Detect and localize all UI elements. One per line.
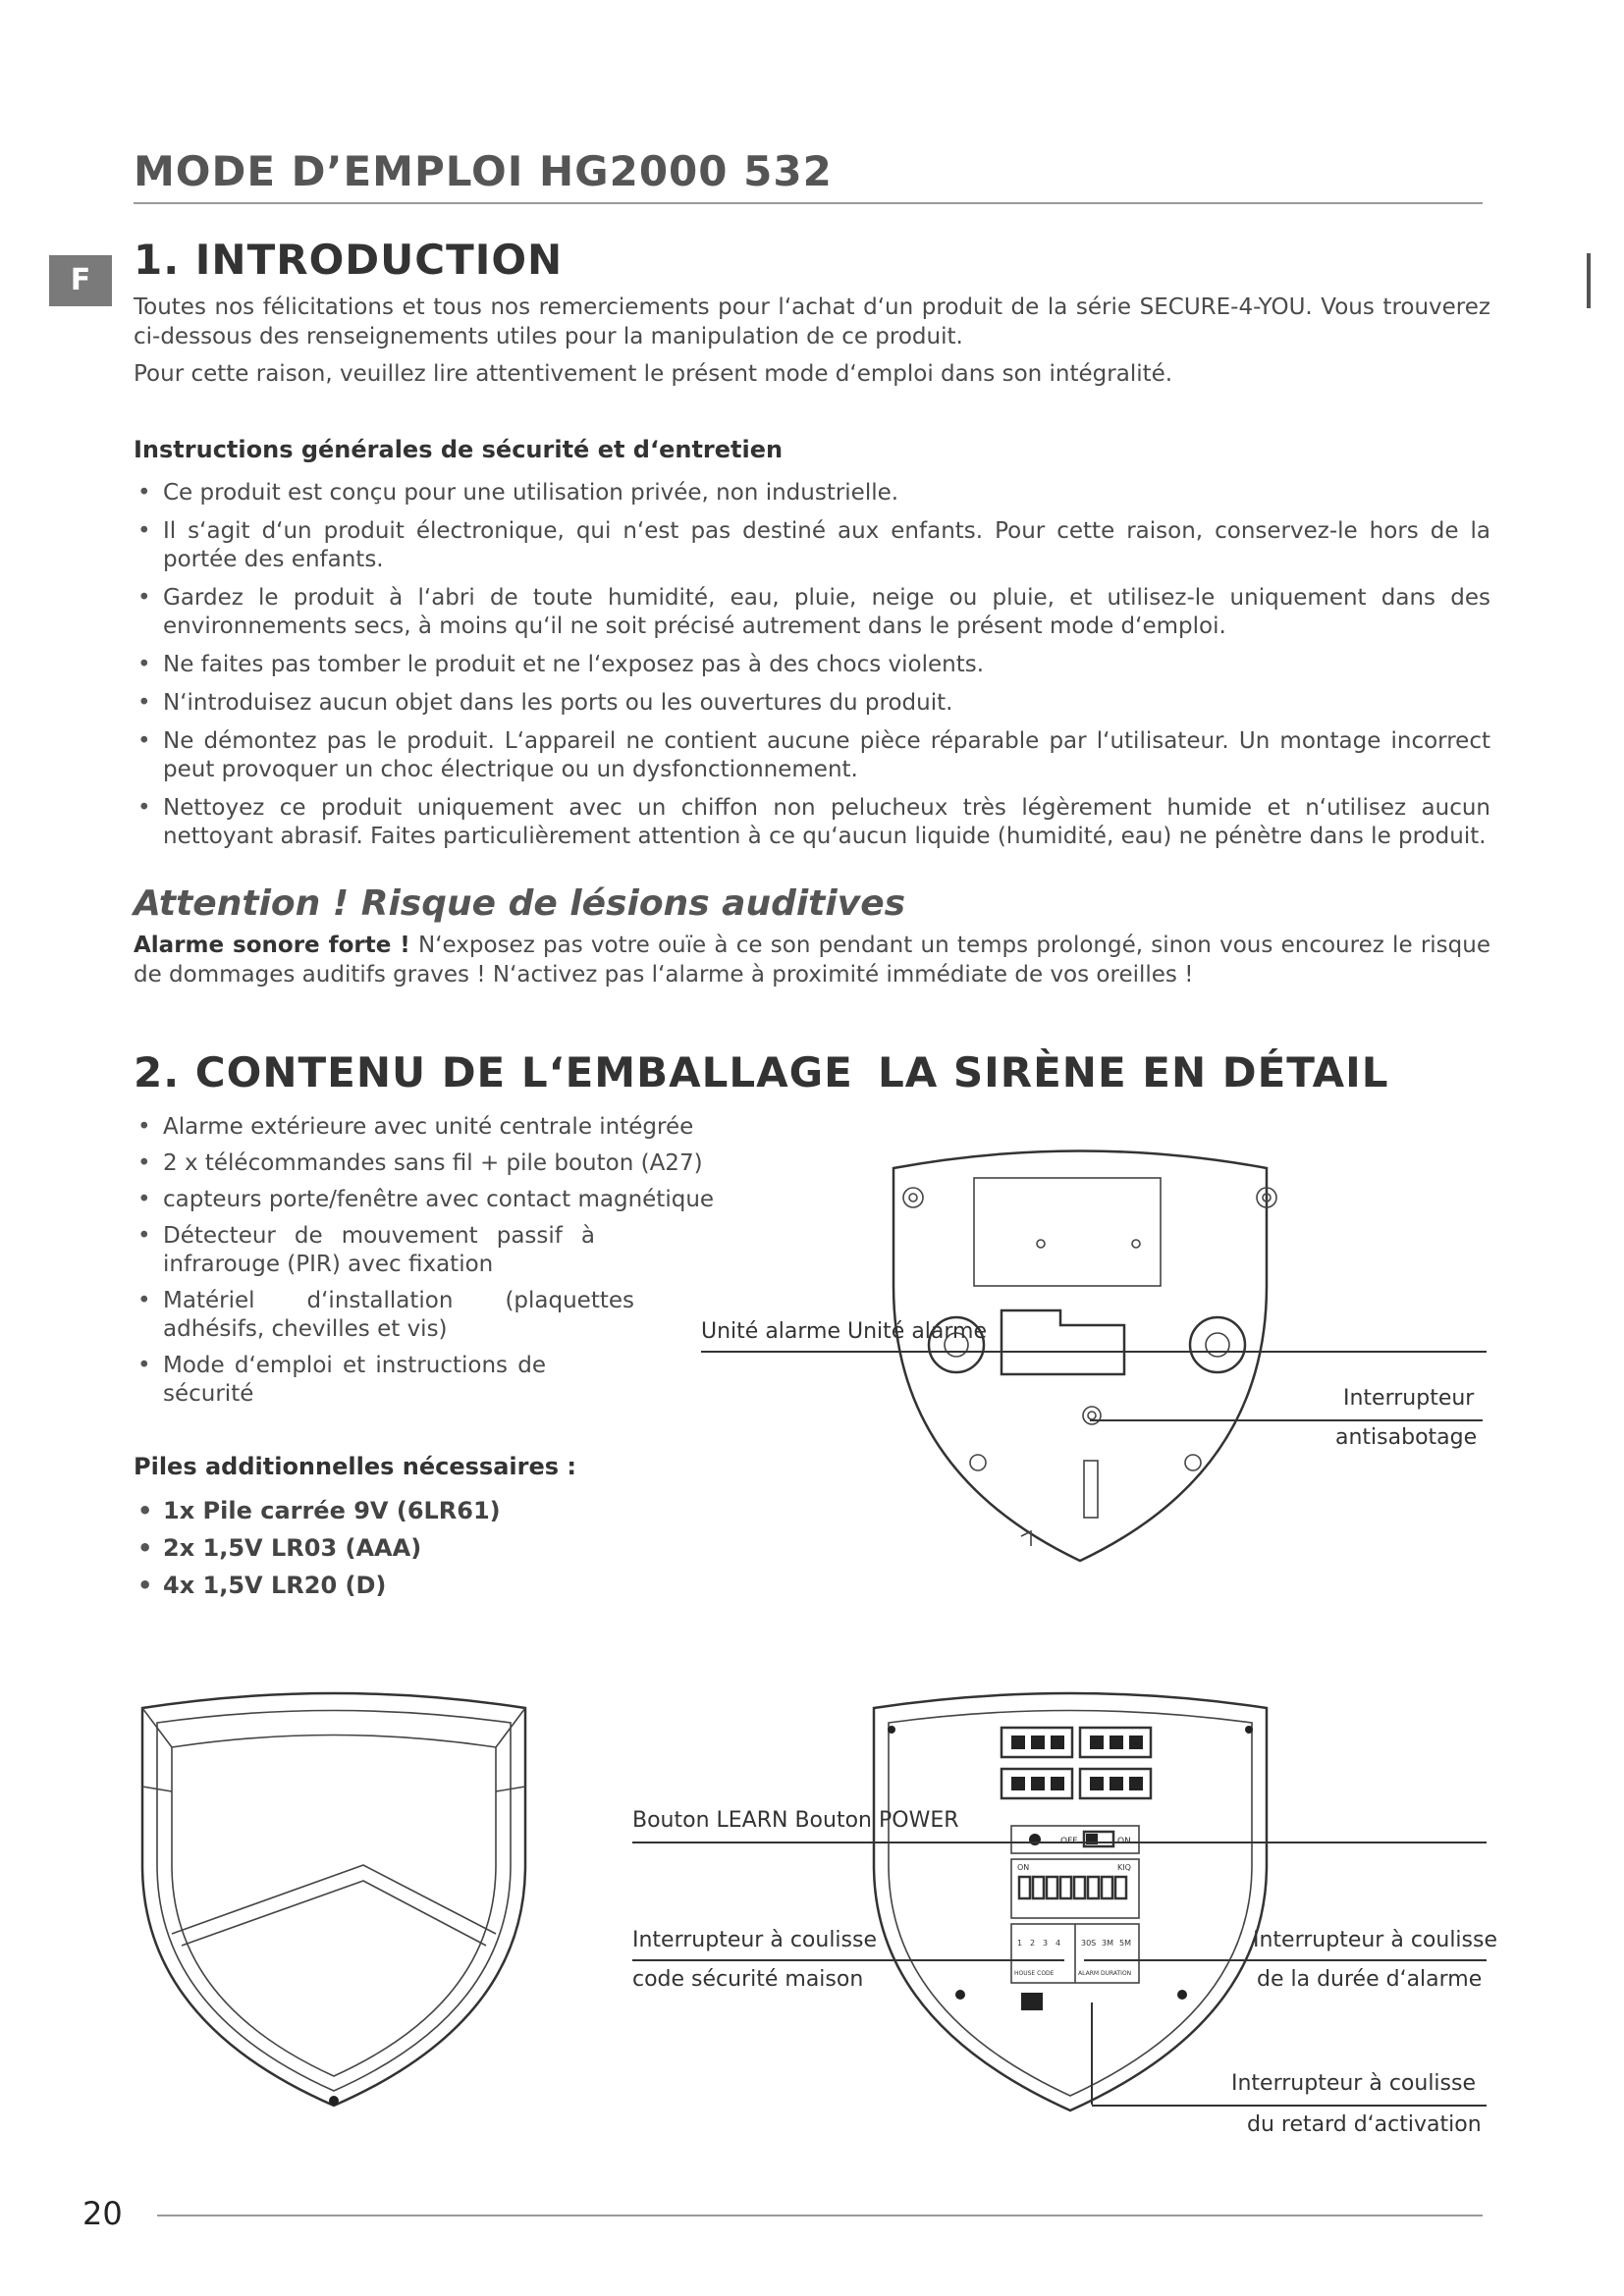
battery-cell	[1090, 1735, 1104, 1749]
siren-board-diagram	[864, 1688, 1276, 2120]
housing-screw	[888, 1726, 895, 1734]
screw-hole	[903, 1188, 923, 1207]
battery-pack	[1001, 1728, 1151, 1798]
side-marker	[1587, 253, 1591, 308]
dip-switch	[1060, 1877, 1071, 1898]
delay-switch	[1021, 1993, 1043, 2010]
list-item: • Alarme extérieure avec unité centrale intégrée	[134, 1113, 762, 1142]
list-item: • Il s‘agit d‘un produit électronique, qui n‘est pas destiné aux enfants. Pour cette raison, conservez-le hors de la portée des enfants.	[134, 517, 1490, 574]
callout-line-duration	[1084, 1959, 1487, 1961]
header-divider	[134, 202, 1483, 204]
alarm-unit-housing	[974, 1178, 1161, 1286]
callout-line-code	[632, 1959, 1064, 1961]
list-item: • 1x Pile carrée 9V (6LR61)	[134, 1492, 723, 1529]
callout-alarm-unit: Unité alarme Unité alarme	[701, 1319, 988, 1344]
language-tab: F	[49, 255, 112, 306]
dip-switch	[1074, 1877, 1085, 1898]
battery-cell	[1090, 1777, 1104, 1790]
cover-ridge	[172, 1865, 496, 1934]
dip-duration: 30S	[1081, 1939, 1097, 1948]
dip-switch	[1115, 1877, 1126, 1898]
learn-button	[1029, 1834, 1041, 1845]
dip-number: 2	[1030, 1939, 1036, 1948]
dip-duration: 3M	[1102, 1939, 1113, 1948]
housing-screw	[1177, 1990, 1187, 2000]
package-contents-list	[134, 1113, 762, 1409]
list-item: • 2x 1,5V LR03 (AAA)	[134, 1529, 723, 1567]
battery-cell	[1031, 1735, 1045, 1749]
intro-paragraph-1: Toutes nos félicitations et tous nos remerciements pour l‘achat d‘un produit de la série SECURE-4-YOU. Vous trouverez ci-dessous des renseignements utiles pour la manipulation de ce produit.	[134, 294, 1490, 349]
attention-text	[134, 931, 1490, 989]
alarm-unit-right-speaker	[1190, 1317, 1245, 1372]
battery-cell	[1011, 1735, 1025, 1749]
batteries-list	[134, 1492, 723, 1604]
callout-code-switch-1: Interrupteur à coulisse	[632, 1928, 878, 1952]
housing-hole	[1132, 1240, 1140, 1248]
list-item: • Nettoyez ce produit uniquement avec un chiffon non pelucheux très légèrement humide et n‘utilisez aucun nettoyant abrasif. Faites particulièrement attention à ce qu‘aucun liquide (humidité, eau) ne pénètre dans le produit.	[134, 794, 1490, 851]
callout-duration-switch-2: de la durée d‘alarme	[1257, 1967, 1483, 1992]
list-item: • 2 x télécommandes sans fil + pile bouton (A27)	[134, 1149, 762, 1178]
house-code-label: HOUSE CODE	[1014, 1970, 1055, 1977]
speaker-center	[1206, 1333, 1229, 1357]
list-item: • Ne démontez pas le produit. L‘appareil ne contient aucune pièce réparable par l‘utilisateur. Un montage incorrect peut provoquer un choc électrique ou un dysfonctionnement.	[134, 727, 1490, 784]
callout-line-delay	[1092, 2105, 1487, 2107]
alarm-duration-label: ALARM DURATION	[1078, 1970, 1132, 1977]
siren-housing-outline	[893, 1151, 1267, 1562]
list-item: • Ce produit est conçu pour une utilisation privée, non industrielle.	[134, 479, 1490, 507]
dip-switch	[1102, 1877, 1112, 1898]
housing-hole	[1037, 1240, 1045, 1248]
battery-cell	[1031, 1777, 1045, 1790]
list-item: • Détecteur de mouvement passif à infrarouge (PIR) avec fixation	[134, 1222, 595, 1279]
document-title: MODE D’EMPLOI HG2000 532	[134, 147, 833, 195]
section-siren-detail-title: LA SIRÈNE EN DÉTAIL	[878, 1048, 1389, 1096]
housing-screw	[1245, 1726, 1253, 1734]
dip-switch	[1019, 1877, 1030, 1898]
page-number: 20	[82, 2195, 123, 2232]
intro-paragraph-2: Pour cette raison, veuillez lire attentivement le présent mode d‘emploi dans son intégralité.	[134, 361, 1173, 387]
tamper-switch-center	[1088, 1412, 1096, 1419]
list-item: • Ne faites pas tomber le produit et ne l‘exposez pas à des chocs violents.	[134, 651, 1490, 679]
battery-cell	[1110, 1777, 1123, 1790]
callout-delay-switch-2: du retard d‘activation	[1247, 2112, 1482, 2137]
siren-front-cover-diagram	[128, 1688, 540, 2120]
callout-code-switch-2: code sécurité maison	[632, 1967, 864, 1992]
battery-cell	[1051, 1777, 1064, 1790]
callout-delay-switch-1: Interrupteur à coulisse	[1231, 2071, 1477, 2096]
callout-line-tamper	[1090, 1419, 1483, 1421]
attention-title: Attention ! Risque de lésions auditives	[134, 883, 906, 924]
siren-inner-diagram	[864, 1139, 1296, 1571]
dip-kiq-label: KIQ	[1117, 1863, 1131, 1872]
footer-divider	[157, 2215, 1483, 2216]
dip-on-label: ON	[1017, 1863, 1030, 1872]
section-introduction-title: 1. INTRODUCTION	[134, 236, 564, 284]
dip-switch	[1088, 1877, 1099, 1898]
dip-switch-row	[1019, 1877, 1126, 1898]
dip-number: 4	[1056, 1939, 1061, 1948]
callout-line-learn-power	[632, 1842, 1487, 1843]
list-item: • Matériel d‘installation (plaquettes adhésifs, chevilles et vis)	[134, 1287, 634, 1344]
callout-line-delay-vertical	[1091, 2002, 1093, 2105]
circuit-board	[1001, 1310, 1124, 1374]
slot	[1084, 1461, 1098, 1518]
battery-cell	[1129, 1777, 1143, 1790]
cover-bevel	[172, 1735, 496, 2077]
cover-outer-outline	[142, 1693, 525, 2106]
tamper-switch	[1083, 1407, 1101, 1424]
list-item: • 4x 1,5V LR20 (D)	[134, 1567, 723, 1604]
screw-hole	[1185, 1455, 1201, 1470]
cover-inner-outline	[157, 1711, 511, 2092]
dip-number: 3	[1043, 1939, 1049, 1948]
callout-tamper-switch-1: Interrupteur	[1343, 1386, 1475, 1411]
screw-hole-center	[909, 1194, 917, 1201]
callout-tamper-switch-2: antisabotage	[1335, 1425, 1478, 1450]
dip-switch	[1047, 1877, 1057, 1898]
cover-screw	[329, 2096, 339, 2106]
dip-switch	[1033, 1877, 1044, 1898]
attention-bold: Alarme sonore forte !	[134, 933, 410, 958]
list-item: • Mode d‘emploi et instructions de sécurité	[134, 1352, 546, 1409]
callout-line-alarm-unit	[701, 1351, 1487, 1353]
screw-hole	[970, 1455, 986, 1470]
callout-learn-power: Bouton LEARN Bouton POWER	[632, 1808, 959, 1833]
battery-cell	[1011, 1777, 1025, 1790]
dip-number: 1	[1017, 1939, 1023, 1948]
list-item: • capteurs porte/fenêtre avec contact magnétique	[134, 1186, 762, 1214]
attention-body: N‘exposez pas votre ouïe à ce son pendant un temps prolongé, sinon vous encourez le risque de dommages auditifs graves ! N‘activez pas l‘alarme à proximité immédiate de vos oreilles !	[134, 933, 1490, 988]
battery-cell	[1110, 1735, 1123, 1749]
housing-screw	[955, 1990, 965, 2000]
batteries-heading: Piles additionnelles nécessaires :	[134, 1453, 576, 1480]
callout-duration-switch-1: Interrupteur à coulisse	[1253, 1928, 1498, 1952]
battery-cell	[1129, 1735, 1143, 1749]
dip-duration: 5M	[1119, 1939, 1131, 1948]
section-package-contents-title: 2. CONTENU DE L‘EMBALLAGE	[134, 1048, 853, 1096]
list-item: • Gardez le produit à l‘abri de toute humidité, eau, pluie, neige ou pluie, et utilisez-le uniquement dans des environnements secs, à moins qu‘il ne soit précisé autrement dans le présent mode d‘emploi.	[134, 584, 1490, 641]
safety-heading: Instructions générales de sécurité et d‘entretien	[134, 436, 784, 463]
battery-cell	[1051, 1735, 1064, 1749]
list-item: • N‘introduisez aucun objet dans les ports ou les ouvertures du produit.	[134, 689, 1490, 718]
safety-list	[134, 479, 1490, 851]
